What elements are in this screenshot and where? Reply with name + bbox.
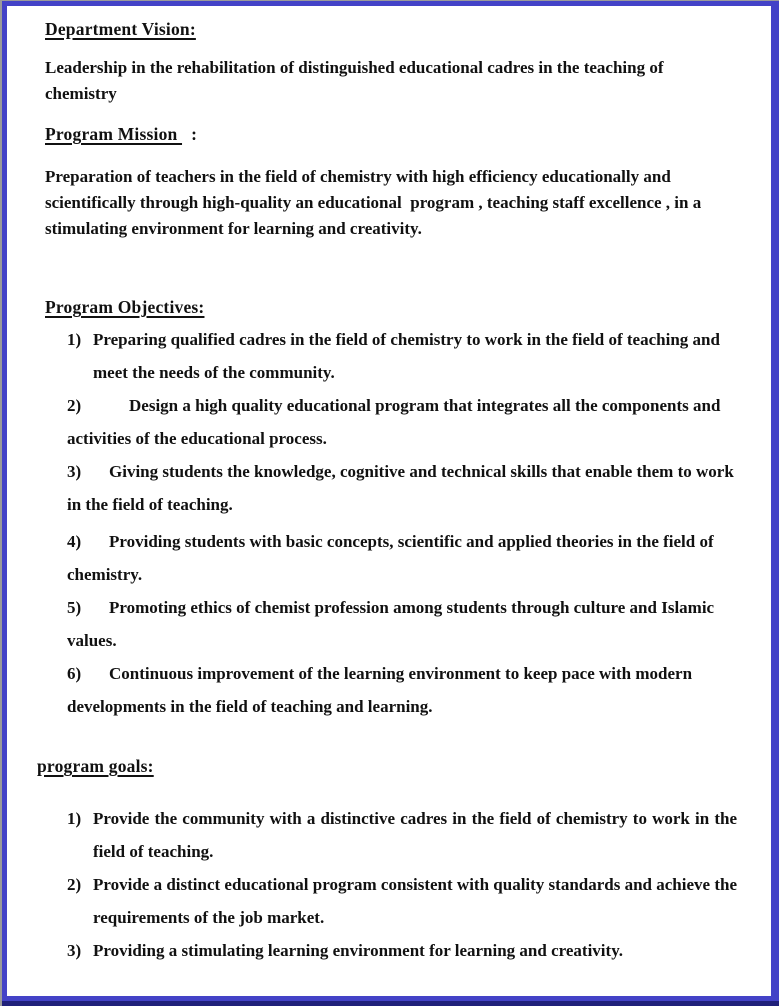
list-item-text: Design a high quality educational program that integrates all the components and activities of the educational process. xyxy=(67,396,721,448)
list-item-number: 2) xyxy=(67,875,82,894)
list-item-text: Promoting ethics of chemist profession among students through culture and Islamic values. xyxy=(67,598,715,650)
list-item-text: Providing students with basic concepts, scientific and applied theories in the field of chemistry. xyxy=(67,532,714,584)
mission-heading xyxy=(45,121,737,147)
list-item-number: 3) xyxy=(67,941,82,960)
goals-heading xyxy=(37,753,737,779)
mission-heading-text: Program Mission xyxy=(45,124,183,144)
list-item-text: Providing a stimulating learning environment for learning and creativity. xyxy=(93,941,624,960)
list-item xyxy=(67,868,737,934)
list-item xyxy=(67,657,737,723)
vision-paragraph: Leadership in the rehabilitation of distinguished educational cadres in the teaching of chemistry xyxy=(45,58,668,103)
list-item-text: Provide a distinct educational program consistent with quality standards and achieve the requirements of the job market. xyxy=(93,875,737,927)
list-item-text: Continuous improvement of the learning environment to keep pace with modern developments in the field of teaching and learning. xyxy=(67,664,693,716)
list-item-number: 5) xyxy=(67,598,82,617)
list-item-number: 6) xyxy=(67,664,82,683)
list-item xyxy=(67,525,737,591)
document-page xyxy=(2,1,779,1001)
list-item xyxy=(67,802,737,868)
list-item-number: 4) xyxy=(67,532,82,551)
list-item-number: 1) xyxy=(67,330,82,349)
goals-list xyxy=(45,802,737,967)
goals-heading-text: program goals: xyxy=(37,756,154,776)
list-item xyxy=(67,323,737,389)
list-item-number: 3) xyxy=(67,462,82,481)
list-item xyxy=(67,934,737,967)
list-item xyxy=(67,455,737,521)
list-item-text: Provide the community with a distinctive cadres in the field of chemistry to work in the field of teaching. xyxy=(93,809,737,861)
objectives-heading xyxy=(45,294,737,320)
objectives-heading-text: Program Objectives: xyxy=(45,297,205,317)
list-item-text: Preparing qualified cadres in the field of chemistry to work in the field of teaching and meet the needs of the community. xyxy=(93,330,720,382)
list-item-number: 2) xyxy=(67,396,82,415)
mission-heading-colon: : xyxy=(182,124,198,144)
list-item-number: 1) xyxy=(67,809,82,828)
page-content xyxy=(7,6,771,967)
mission-paragraph: Preparation of teachers in the field of chemistry with high efficiency educationally and scientifically through high-quality an educational program , teaching staff excellence , in a stimulating environment for learning and creativity. xyxy=(45,167,706,238)
list-item xyxy=(67,591,737,657)
objectives-list xyxy=(45,323,737,723)
list-item-text: Giving students the knowledge, cognitive and technical skills that enable them to work in the field of teaching. xyxy=(67,462,734,514)
vision-heading xyxy=(45,16,737,42)
vision-heading-text: Department Vision: xyxy=(45,19,196,39)
list-item xyxy=(67,389,737,455)
